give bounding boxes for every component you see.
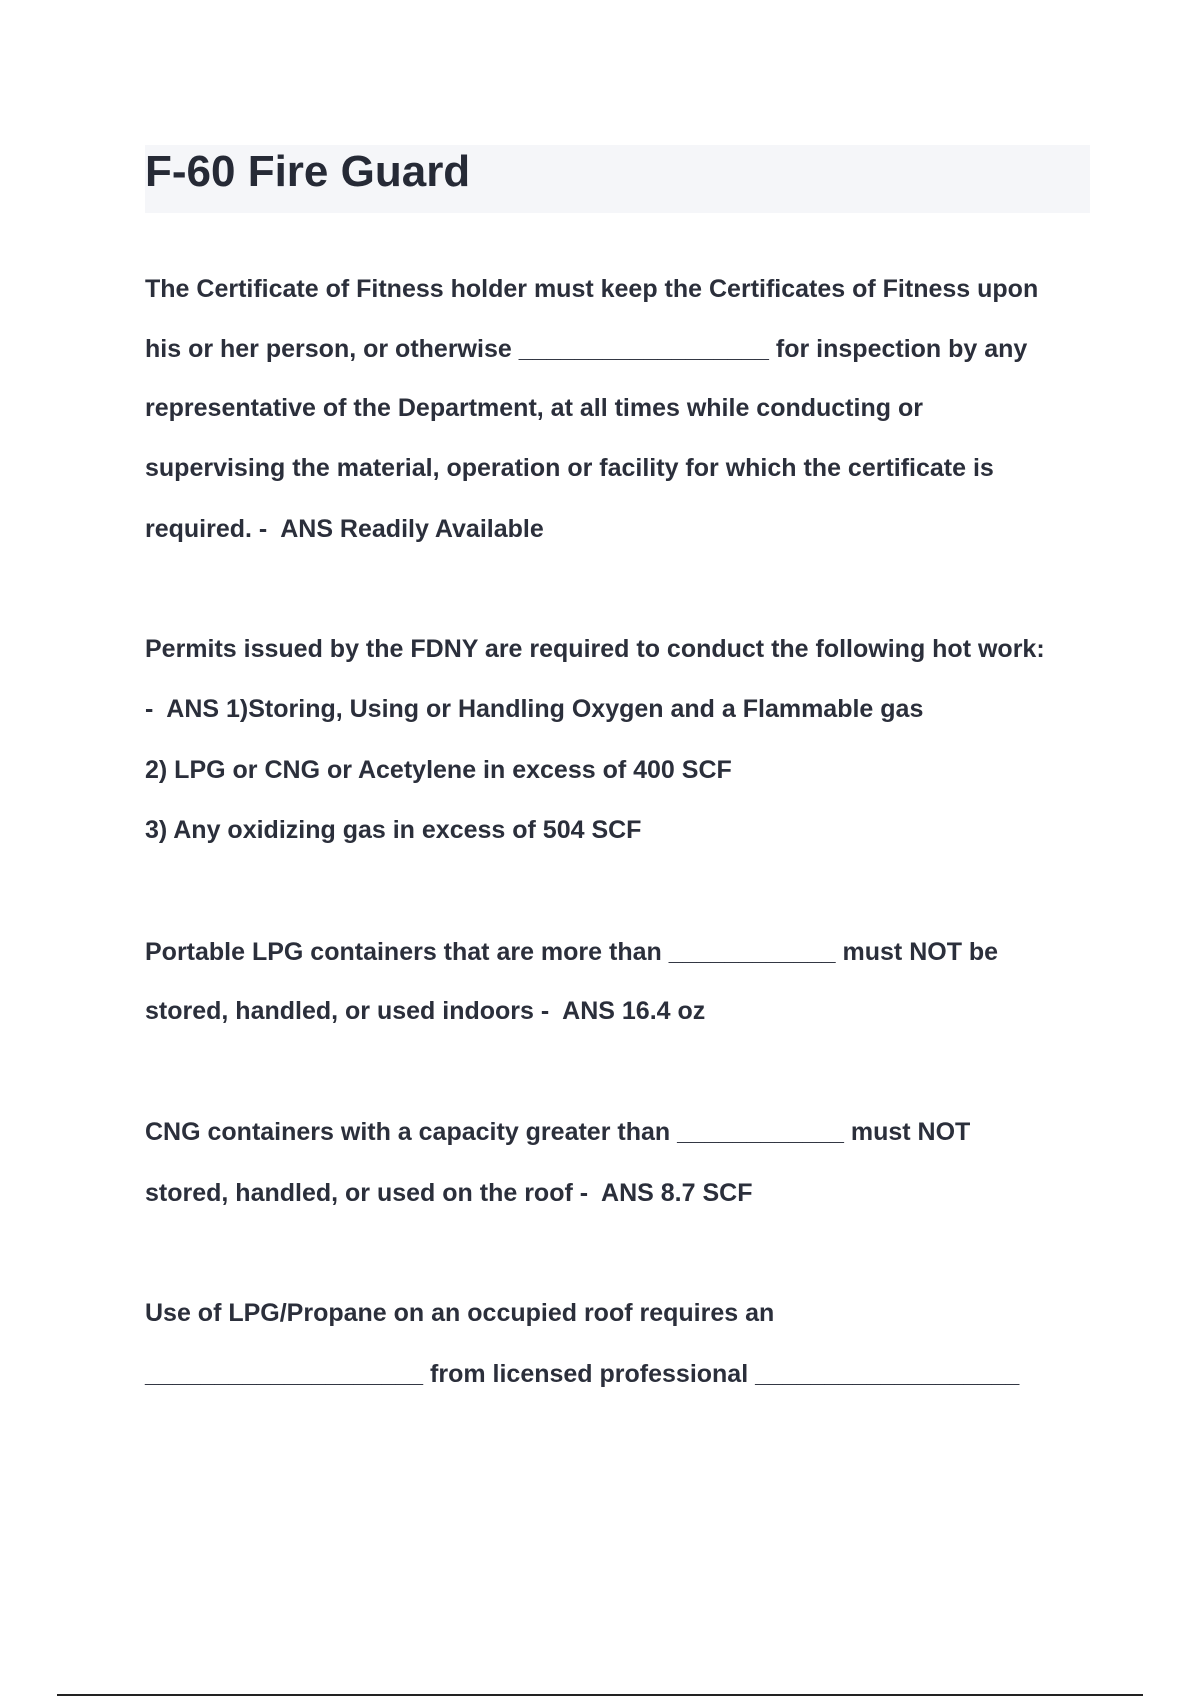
question-1-line-2: his or her person, or otherwise __________________ for inspection by any — [145, 335, 1028, 363]
question-3-line-2: stored, handled, or used indoors - ANS 16.4 oz — [145, 997, 706, 1025]
page-title: F-60 Fire Guard — [145, 147, 471, 196]
question-2-line-3: 2) LPG or CNG or Acetylene in excess of 400 SCF — [145, 756, 732, 784]
question-5-line-1: Use of LPG/Propane on an occupied roof requires an — [145, 1299, 775, 1327]
question-4-line-1: CNG containers with a capacity greater than ____________ must NOT — [145, 1118, 971, 1146]
question-1-line-1: The Certificate of Fitness holder must keep the Certificates of Fitness upon — [145, 275, 1039, 303]
question-5-line-2: ____________________ from licensed professional ___________________ — [145, 1360, 1020, 1388]
question-4-line-2: stored, handled, or used on the roof - ANS 8.7 SCF — [145, 1179, 753, 1207]
question-1-line-4: supervising the material, operation or facility for which the certificate is — [145, 454, 994, 482]
question-1-line-3: representative of the Department, at all times while conducting or — [145, 394, 923, 422]
question-2-line-4: 3) Any oxidizing gas in excess of 504 SCF — [145, 816, 642, 844]
question-2-line-1: Permits issued by the FDNY are required to conduct the following hot work: — [145, 635, 1045, 663]
page-bottom-rule — [57, 1694, 1143, 1696]
question-3-line-1: Portable LPG containers that are more than ____________ must NOT be — [145, 938, 999, 966]
question-1-line-5: required. - ANS Readily Available — [145, 515, 544, 543]
question-2-line-2: - ANS 1)Storing, Using or Handling Oxygen and a Flammable gas — [145, 695, 924, 723]
